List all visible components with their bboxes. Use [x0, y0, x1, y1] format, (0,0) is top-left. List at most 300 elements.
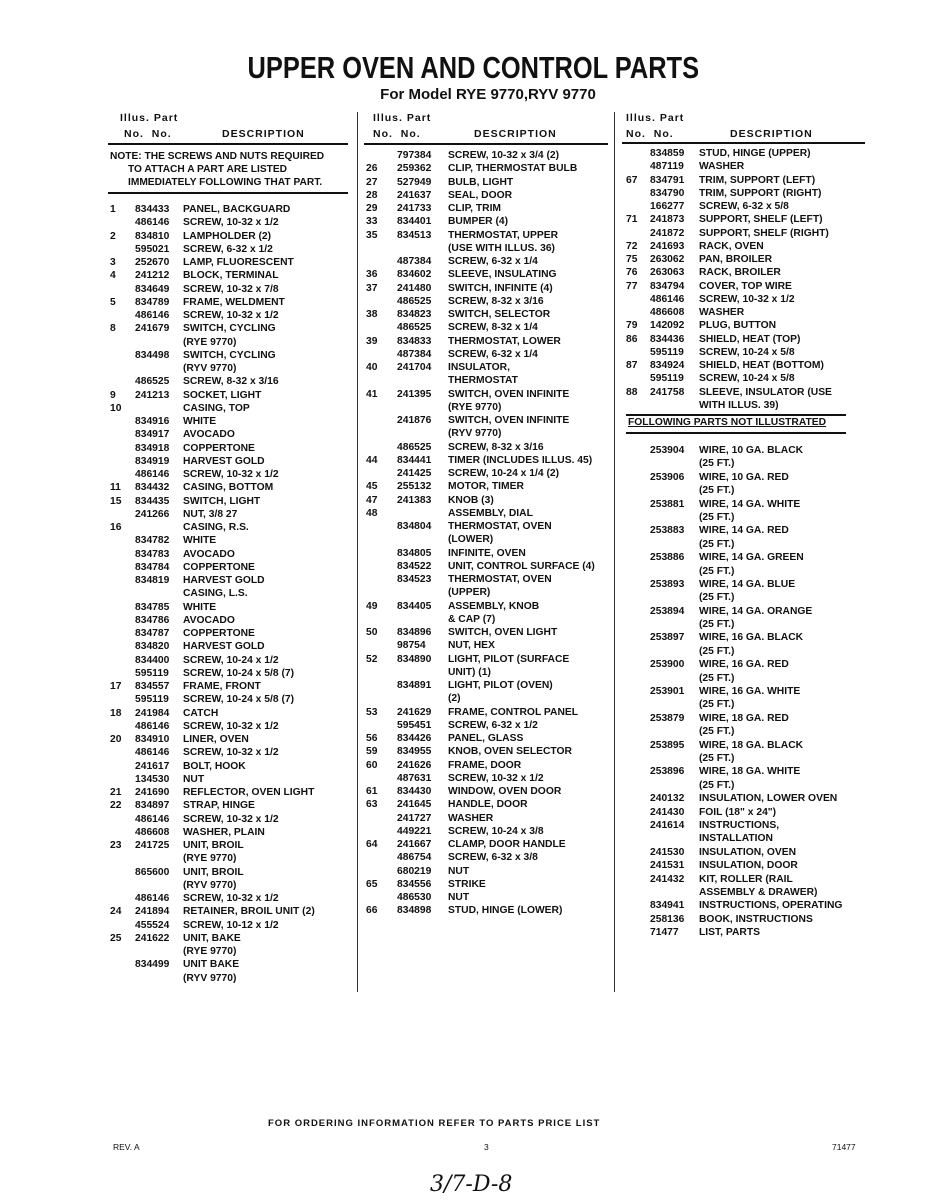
column-divider [357, 112, 358, 992]
part-description: WIRE, 16 GA. WHITE [699, 686, 801, 698]
part-description: CASING, BOTTOM [183, 482, 274, 494]
illus-number: 25 [110, 932, 122, 944]
part-number: 834820 [135, 641, 170, 653]
part-description: CASING, L.S. [183, 588, 248, 600]
part-description: (RYV 9770) [183, 879, 237, 891]
parts-row [364, 215, 612, 228]
parts-row [364, 533, 612, 546]
part-description: SWITCH, OVEN INFINITE [448, 415, 570, 426]
part-description: (25 FT.) [699, 726, 735, 738]
part-number: 834556 [397, 878, 432, 890]
no-label: No. [400, 128, 421, 140]
parts-row [364, 176, 612, 189]
parts-row [364, 467, 612, 480]
illus-number: 9 [110, 389, 116, 401]
part-description: (25 FT.) [699, 752, 735, 764]
parts-row [622, 672, 867, 685]
part-number: 834426 [397, 733, 432, 744]
part-number: 241894 [135, 906, 170, 918]
part-number: 797384 [397, 150, 432, 161]
illus-number: 35 [366, 229, 378, 241]
part-description: (25 FT.) [699, 485, 735, 497]
illus-number: 16 [110, 522, 122, 533]
part-number: 241876 [397, 415, 432, 426]
parts-row [108, 269, 353, 282]
part-number: 834787 [135, 628, 170, 639]
parts-row [364, 666, 612, 679]
parts-row [108, 707, 353, 720]
part-description: COVER, TOP WIRE [699, 280, 792, 292]
part-number: 253895 [650, 739, 685, 751]
no-label: No. [653, 128, 674, 140]
parts-row [108, 587, 353, 600]
part-description: FOIL (18" x 24") [699, 806, 777, 818]
part-description: MOTOR, TIMER [448, 481, 524, 493]
part-description: UNIT, BROIL [183, 840, 244, 851]
parts-row [364, 772, 612, 785]
part-number: 834649 [135, 283, 170, 295]
illus-number: 47 [366, 494, 378, 506]
parts-row [364, 361, 612, 374]
part-description: WASHER [448, 812, 494, 824]
part-number: 241733 [397, 203, 432, 214]
parts-row [108, 561, 353, 574]
part-number: 241629 [397, 706, 432, 718]
part-description: FRAME, FRONT [183, 681, 261, 692]
parts-row [622, 698, 867, 711]
no-header [373, 128, 421, 140]
parts-row [108, 534, 353, 547]
illus-number: 86 [626, 333, 638, 345]
parts-list [108, 203, 353, 985]
illus-number: 64 [366, 839, 378, 850]
part-number: 241645 [397, 799, 432, 811]
parts-row [622, 399, 867, 412]
parts-row [364, 374, 612, 387]
model-subtitle: For Model RYE 9770,RYV 9770 [380, 86, 596, 103]
part-number: 486525 [135, 376, 170, 388]
part-number: 834890 [397, 653, 432, 665]
part-description: KNOB, OVEN SELECTOR [448, 746, 572, 758]
parts-row [108, 362, 353, 375]
part-number: 241693 [650, 240, 685, 252]
part-description: UNIT, BROIL [183, 866, 244, 878]
part-description: RETAINER, BROIL UNIT (2) [183, 906, 315, 918]
part-number: 449221 [397, 825, 432, 837]
illus-number: 38 [366, 309, 378, 320]
parts-row [108, 375, 353, 388]
part-description: SCREW, 10-24 x 3/8 [448, 825, 544, 837]
handwritten-reference: 3/7-D-8 [430, 1172, 513, 1197]
parts-row [622, 859, 867, 872]
parts-row [622, 359, 867, 372]
part-number: 241690 [135, 787, 170, 798]
parts-row [364, 255, 612, 268]
parts-row [622, 227, 867, 240]
parts-row [108, 521, 353, 534]
part-description: STRAP, HINGE [183, 800, 255, 812]
part-number: 487384 [397, 348, 432, 360]
parts-row [622, 511, 867, 524]
illus-number: 75 [626, 254, 638, 265]
part-number: 486530 [397, 892, 432, 903]
part-number: 253893 [650, 578, 685, 590]
parts-row [364, 348, 612, 361]
parts-row [364, 547, 612, 560]
part-number: 834783 [135, 548, 170, 560]
part-number: 487631 [397, 772, 432, 784]
parts-row [108, 852, 353, 865]
illus-number: 76 [626, 267, 638, 279]
part-description: AVOCADO [183, 614, 235, 626]
parts-row [622, 319, 867, 332]
no-label: No. [151, 128, 172, 140]
part-description: CLIP, THERMOSTAT BULB [448, 163, 578, 175]
part-description: BLOCK, TERMINAL [183, 270, 279, 282]
not-illustrated-list [622, 444, 867, 939]
illus-number: 56 [366, 733, 378, 744]
part-description: (RYV 9770) [448, 428, 502, 440]
illus-label: Illus. [626, 112, 656, 124]
part-label: Part [153, 112, 179, 124]
part-number: 241667 [397, 839, 432, 850]
illus-number: 29 [366, 203, 378, 214]
part-description: UNIT BAKE [183, 959, 240, 971]
part-number: 487384 [397, 256, 432, 267]
parts-row [622, 739, 867, 752]
part-description: SCREW, 8-32 x 3/16 [183, 376, 279, 388]
part-number: 71477 [650, 927, 679, 939]
parts-row [108, 508, 353, 521]
part-number: 834898 [397, 905, 432, 917]
part-number: 258136 [650, 913, 685, 925]
parts-row [622, 926, 867, 939]
part-description: (2) [448, 693, 461, 705]
part-number: 241430 [650, 806, 685, 818]
illus-number: 8 [110, 323, 116, 335]
part-description: SCREW, 10-24 x 5/8 (7) [183, 667, 295, 679]
parts-row [622, 551, 867, 564]
part-description: SCREW, 10-32 x 1/2 [183, 813, 279, 825]
part-number: 595451 [397, 719, 432, 731]
part-description: CLAMP, DOOR HANDLE [448, 839, 566, 850]
parts-row [364, 520, 612, 533]
parts-row [108, 760, 353, 773]
part-description: SCREW, 10-24 x 5/8 [699, 346, 795, 358]
part-description: (RYE 9770) [448, 401, 502, 413]
part-number: 834441 [397, 454, 432, 466]
parts-row [622, 346, 867, 359]
parts-row [108, 230, 353, 243]
part-description: SCREW, 8-32 x 3/16 [448, 295, 544, 307]
part-description: WITH ILLUS. 39) [699, 399, 779, 411]
parts-row [622, 187, 867, 200]
parts-row [364, 480, 612, 493]
header-rule [364, 143, 608, 145]
part-number: 834823 [397, 309, 432, 320]
part-description: SOCKET, LIGHT [183, 389, 262, 401]
header-rule [622, 142, 865, 144]
parts-row [364, 295, 612, 308]
part-number: 253900 [650, 659, 685, 671]
part-number: 865600 [135, 866, 170, 878]
illus-number: 36 [366, 269, 378, 281]
part-number: 834785 [135, 601, 170, 613]
part-description: THERMOSTAT, OVEN [448, 521, 552, 532]
parts-row [364, 268, 612, 281]
illus-number: 88 [626, 386, 638, 398]
part-description: SLEEVE, INSULATOR (USE [699, 386, 832, 398]
parts-row [364, 335, 612, 348]
parts-row [364, 494, 612, 507]
part-description: WIRE, 14 GA. BLUE [699, 578, 796, 590]
part-description: PANEL, GLASS [448, 733, 524, 744]
part-description: SCREW, 10-32 x 1/2 [183, 893, 279, 904]
part-description: WIRE, 18 GA. BLACK [699, 739, 804, 751]
part-number: 241531 [650, 860, 685, 872]
parts-row [108, 495, 353, 508]
part-description: SWITCH, SELECTOR [448, 309, 551, 320]
note-rule [108, 192, 348, 194]
parts-row [108, 919, 353, 932]
parts-row [622, 266, 867, 279]
part-description: WINDOW, OVEN DOOR [448, 786, 562, 797]
part-description: WASHER, PLAIN [183, 826, 265, 838]
part-number: 253906 [650, 471, 685, 483]
part-number: 834401 [397, 216, 432, 228]
note-line: TO ATTACH A PART ARE LISTED [128, 164, 288, 175]
part-description: SWITCH, CYCLING [183, 323, 276, 335]
part-description: CLIP, TRIM [448, 203, 502, 214]
parts-row [108, 627, 353, 640]
part-number: 834810 [135, 230, 170, 242]
parts-row [622, 658, 867, 671]
illus-number: 21 [110, 787, 122, 798]
part-number: 486146 [135, 310, 170, 321]
parts-row [108, 428, 353, 441]
part-number: 834522 [397, 560, 432, 572]
part-description: INSTRUCTIONS, [699, 819, 780, 831]
part-description: UNIT) (1) [448, 666, 491, 678]
part-number: 486146 [135, 469, 170, 480]
part-description: SUPPORT, SHELF (RIGHT) [699, 227, 829, 239]
part-description: WHITE [183, 535, 217, 547]
part-number: 241873 [650, 214, 685, 226]
parts-row [364, 507, 612, 520]
part-description: SCREW, 10-32 x 1/2 [183, 469, 279, 480]
part-number: 241872 [650, 227, 685, 239]
part-description: NUT [448, 865, 470, 877]
part-number: 241213 [135, 389, 170, 401]
part-description: BOOK, INSTRUCTIONS [699, 913, 813, 925]
parts-row [364, 812, 612, 825]
part-description: SCREW, 10-32 x 3/4 (2) [448, 150, 560, 161]
part-description: THERMOSTAT, LOWER [448, 335, 561, 347]
part-description: WASHER [699, 161, 745, 173]
part-description: (25 FT.) [699, 699, 735, 711]
part-number: 834786 [135, 614, 170, 626]
part-description: (RYV 9770) [183, 363, 237, 374]
parts-row [364, 600, 612, 613]
parts-row [622, 846, 867, 859]
part-number: 834405 [397, 600, 432, 612]
part-description: SCREW, 10-24 x 1/2 [183, 654, 279, 666]
part-description: SUPPORT, SHELF (LEFT) [699, 214, 823, 226]
parts-row [108, 839, 353, 852]
part-number: 834782 [135, 535, 170, 547]
part-description: UNIT, CONTROL SURFACE (4) [448, 560, 595, 572]
part-description: WIRE, 14 GA. RED [699, 525, 789, 537]
illus-header [626, 112, 684, 124]
parts-row [622, 147, 867, 160]
parts-row [622, 565, 867, 578]
part-description: AVOCADO [183, 548, 235, 560]
illus-label: Illus. [373, 112, 403, 124]
parts-row [108, 932, 353, 945]
parts-row [108, 667, 353, 680]
part-description: THERMOSTAT, OVEN [448, 574, 552, 585]
parts-row [108, 905, 353, 918]
parts-row [364, 719, 612, 732]
parts-row [364, 732, 612, 745]
parts-row [622, 591, 867, 604]
illus-number: 2 [110, 230, 116, 242]
part-number: 241704 [397, 362, 432, 373]
parts-row [108, 680, 353, 693]
parts-row [364, 229, 612, 242]
parts-row [364, 414, 612, 427]
parts-row [364, 759, 612, 772]
part-number: 253894 [650, 605, 685, 617]
part-description: HANDLE, DOOR [448, 799, 528, 811]
part-description: THERMOSTAT, UPPER [448, 229, 559, 241]
part-number: 252670 [135, 257, 170, 268]
parts-row [108, 349, 353, 362]
part-description: SCREW, 6-32 x 3/8 [448, 852, 538, 864]
illus-number: 4 [110, 270, 116, 282]
part-number: 486146 [135, 217, 170, 229]
parts-list [364, 149, 612, 918]
part-number: 834794 [650, 280, 685, 292]
part-number: 486608 [650, 307, 685, 318]
part-number: 253879 [650, 712, 685, 724]
part-description: (25 FT.) [699, 645, 735, 657]
part-number: 834784 [135, 561, 170, 573]
part-number: 98754 [397, 640, 426, 652]
part-number: 486525 [397, 322, 432, 334]
parts-row [622, 524, 867, 537]
part-number: 241725 [135, 840, 170, 851]
part-description: NUT [448, 892, 470, 903]
part-description: NUT, HEX [448, 640, 495, 652]
part-number: 834430 [397, 786, 432, 797]
parts-row [108, 786, 353, 799]
part-number: 241212 [135, 270, 170, 282]
part-number: 486525 [397, 441, 432, 453]
illus-header [120, 112, 178, 124]
parts-row [622, 792, 867, 805]
illus-number: 79 [626, 320, 638, 332]
part-description: INSULATION, OVEN [699, 846, 797, 858]
part-description: PANEL, BACKGUARD [183, 204, 291, 215]
illus-number: 23 [110, 840, 122, 851]
parts-row [364, 865, 612, 878]
part-number: 241727 [397, 812, 432, 824]
part-description: REFLECTOR, OVEN LIGHT [183, 787, 315, 798]
part-description: SCREW, 6-32 x 1/4 [448, 348, 538, 360]
illus-number: 77 [626, 280, 638, 292]
part-number: 834819 [135, 575, 170, 586]
part-description: NUT, 3/8 27 [183, 508, 238, 520]
part-description: WIRE, 14 GA. WHITE [699, 498, 801, 510]
part-description: SWITCH, LIGHT [183, 495, 261, 507]
illus-number: 40 [366, 362, 378, 373]
header-rule [108, 143, 348, 145]
part-number: 595021 [135, 243, 170, 255]
parts-row [108, 481, 353, 494]
parts-row [364, 427, 612, 440]
part-description: INSTRUCTIONS, OPERATING [699, 900, 843, 912]
parts-row [622, 160, 867, 173]
illus-number: 3 [110, 257, 116, 268]
parts-row [622, 200, 867, 213]
part-number: 834435 [135, 495, 170, 507]
part-number: 834917 [135, 429, 170, 441]
parts-row [108, 746, 353, 759]
part-description: HARVEST GOLD [183, 641, 265, 653]
parts-row [364, 639, 612, 652]
parts-row [364, 202, 612, 215]
parts-row [622, 765, 867, 778]
parts-row [364, 573, 612, 586]
parts-row [622, 386, 867, 399]
parts-row [622, 578, 867, 591]
parts-row [622, 240, 867, 253]
parts-row [364, 745, 612, 758]
part-number: 241626 [397, 759, 432, 771]
part-description: LIGHT, PILOT (SURFACE [448, 653, 570, 665]
part-number: 834498 [135, 349, 170, 361]
parts-row [364, 851, 612, 864]
part-description: BULB, LIGHT [448, 176, 514, 188]
page-number: 3 [484, 1142, 489, 1152]
parts-row [622, 899, 867, 912]
part-description: SCREW, 10-32 x 1/2 [183, 720, 279, 732]
illus-number: 60 [366, 759, 378, 771]
part-number: 263063 [650, 267, 685, 279]
part-number: 680219 [397, 865, 432, 877]
part-description: WIRE, 14 GA. ORANGE [699, 605, 813, 617]
illus-number: 72 [626, 240, 638, 252]
part-number: 241266 [135, 508, 170, 520]
part-description: WIRE, 18 GA. RED [699, 712, 789, 724]
parts-row [364, 321, 612, 334]
part-description: SCREW, 6-32 x 1/4 [448, 256, 538, 267]
part-number: 834897 [135, 800, 170, 812]
parts-row [108, 389, 353, 402]
part-description: SWITCH, CYCLING [183, 349, 276, 361]
illus-number: 67 [626, 174, 638, 186]
part-description: UNIT, BAKE [183, 932, 241, 944]
illus-number: 24 [110, 906, 122, 918]
part-description: STUD, HINGE (LOWER) [448, 905, 563, 917]
illus-number: 63 [366, 799, 378, 811]
part-number: 486146 [650, 293, 685, 305]
part-description: INSULATION, DOOR [699, 860, 798, 872]
part-number: 834804 [397, 521, 432, 532]
part-description: INSULATION, LOWER OVEN [699, 793, 838, 805]
parts-row [622, 631, 867, 644]
